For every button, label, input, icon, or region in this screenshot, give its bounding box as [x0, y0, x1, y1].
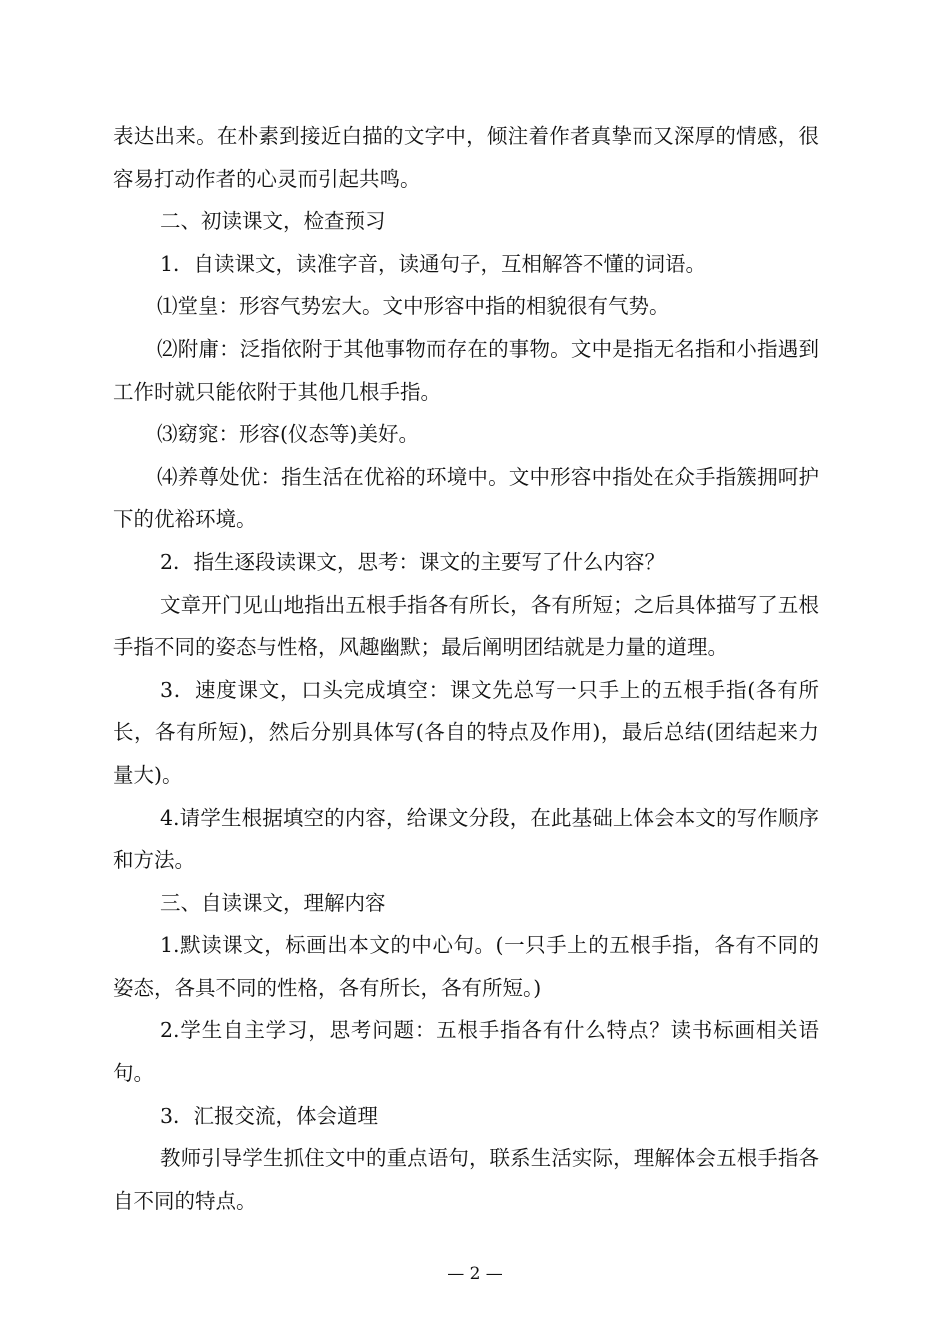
vocab-item-2: ⑵附庸：泛指依附于其他事物而存在的事物。文中是指无名指和小指遇到工作时就只能依附于其他几根手指。 [113, 336, 819, 404]
paragraph-item-7: 3．汇报交流，体会道理 [160, 1103, 379, 1128]
section-heading-2: 二、初读课文，检查预习 [160, 209, 386, 234]
paragraph-item-5: 1.默读课文，标画出本文的中心句。(一只手上的五根手指，各有不同的姿态，各具不同的性格，各有所长，各有所短。) [113, 933, 819, 1000]
document-body [113, 115, 819, 1222]
page-number: — 2 — [447, 1264, 503, 1284]
section-heading-3: 三、自读课文，理解内容 [160, 890, 386, 915]
paragraph-item-6: 2.学生自主学习，思考问题：五根手指各有什么特点？读书标画相关语句。 [113, 1018, 819, 1086]
vocab-item-3: ⑶窈窕：形容(仪态等)美好。 [157, 422, 419, 447]
paragraph-item-4: 4.请学生根据填空的内容，给课文分段，在此基础上体会本文的写作顺序和方法。 [113, 805, 819, 873]
paragraph-item-1: 1．自读课文，读准字音，读通句子，互相解答不懂的词语。 [160, 251, 707, 276]
paragraph-teacher-guide: 教师引导学生抓住文中的重点语句，联系生活实际，理解体会五根手指各自不同的特点。 [113, 1146, 819, 1213]
paragraph-summary: 文章开门见山地指出五根手指各有所长，各有所短；之后具体描写了五根手指不同的姿态与性格，风趣幽默；最后阐明团结就是力量的道理。 [113, 592, 819, 660]
paragraph-item-3: 3．速度课文，口头完成填空：课文先总写一只手上的五根手指(各有所长，各有所短)，然后分别具体写(各自的特点及作用)，最后总结(团结起来力量大)。 [113, 677, 819, 787]
vocab-item-4: ⑷养尊处优：指生活在优裕的环境中。文中形容中指处在众手指簇拥呵护下的优裕环境。 [113, 464, 819, 532]
paragraph-continuation: 表达出来。在朴素到接近白描的文字中，倾注着作者真挚而又深厚的情感，很容易打动作者的心灵而引起共鸣。 [113, 124, 819, 191]
paragraph-item-2: 2．指生逐段读课文，思考：课文的主要写了什么内容？ [160, 549, 666, 574]
vocab-item-1: ⑴堂皇：形容气势宏大。文中形容中指的相貌很有气势。 [157, 294, 670, 319]
